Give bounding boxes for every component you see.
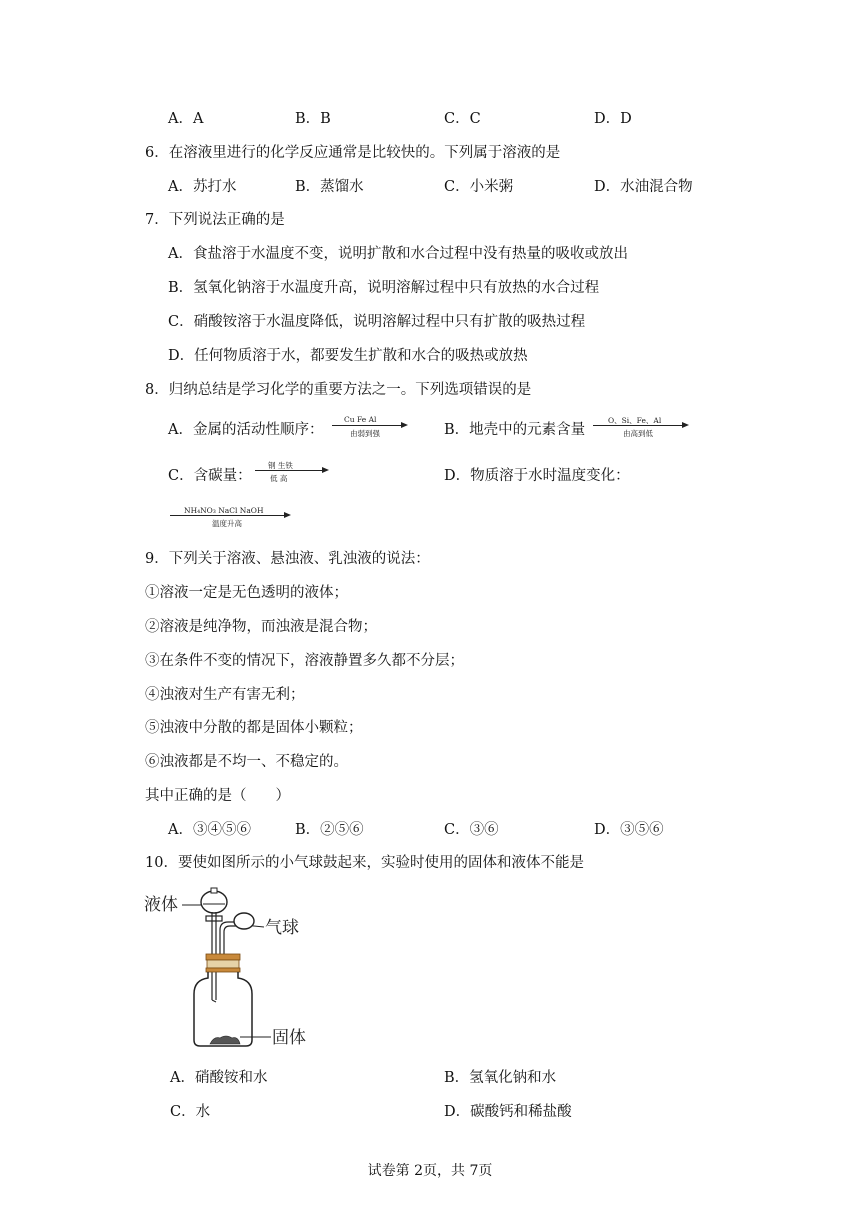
stopcock-icon: [206, 916, 222, 921]
q7-option-a: A．食盐溶于水温度不变，说明扩散和水合过程中没有热量的吸收或放出: [168, 246, 628, 262]
q8-c-arrow-top: 钢 生铁: [268, 461, 293, 470]
q6-stem: 6．在溶液里进行的化学反应通常是比较快的。下列属于溶液的是: [145, 145, 561, 161]
q9-stem: 9．下列关于溶液、悬浊液、乳浊液的说法：: [145, 551, 430, 567]
bottle-icon: [194, 972, 252, 1046]
q10-label-balloon: 气球: [265, 918, 299, 938]
q8-option-a-label: A．金属的活动性顺序：: [168, 422, 324, 438]
q9-option-a: A．③④⑤⑥: [168, 822, 251, 838]
q8-stem: 8．归纳总结是学习化学的重要方法之一。下列选项错误的是: [145, 382, 532, 398]
q8-a-arrow-bottom: 由弱到强: [350, 429, 380, 438]
q8-c-arrow-bottom: 低 高: [270, 474, 288, 483]
q10-option-a: A．硝酸铵和水: [170, 1070, 268, 1086]
q6-option-c: C．小米粥: [444, 179, 514, 195]
q10-label-liquid: 液体: [144, 895, 178, 915]
q8-d-arrow-bottom: 温度升高: [212, 519, 242, 528]
q7-option-c: C．硝酸铵溶于水温度降低，说明溶解过程中只有扩散的吸热过程: [168, 314, 586, 330]
q10-label-solid: 固体: [272, 1028, 306, 1048]
q6-option-d: D．水油混合物: [594, 179, 693, 195]
q7-option-d: D．任何物质溶于水，都要发生扩散和水合的吸热或放热: [168, 348, 528, 364]
q5-option-c: C．C: [444, 111, 481, 127]
q8-a-arrow-line: [332, 425, 402, 426]
q8-b-arrow-top: O、Si、Fe、Al: [608, 416, 662, 425]
q10-option-b: B．氢氧化钠和水: [444, 1070, 557, 1086]
q8-c-arrow-line: [255, 470, 323, 471]
solid-icon: [210, 1036, 240, 1044]
q7-stem: 7．下列说法正确的是: [145, 212, 285, 228]
page-footer: 试卷第 2页，共 7页: [367, 1163, 493, 1179]
arrow-head-icon: [322, 467, 329, 473]
q10-stem: 10．要使如图所示的小气球鼓起来，实验时使用的固体和液体不能是: [145, 855, 584, 871]
q10-option-d: D．碳酸钙和稀盐酸: [444, 1104, 572, 1120]
q8-a-arrow-top: Cu Fe Al: [344, 415, 377, 424]
q8-b-arrow-line: [593, 425, 683, 426]
q8-b-arrow-bottom: 由高到低: [623, 429, 653, 438]
q10-apparatus-figure: [140, 880, 330, 1055]
q9-item-1: ①溶液一定是无色透明的液体；: [145, 585, 348, 601]
arrow-head-icon: [682, 422, 689, 428]
q9-ask: 其中正确的是（ ）: [145, 788, 290, 804]
q7-option-b: B．氢氧化钠溶于水温度升高，说明溶解过程中只有放热的水合过程: [168, 280, 600, 296]
q9-item-2: ②溶液是纯净物，而浊液是混合物；: [145, 619, 377, 635]
q10-option-c: C．水: [170, 1104, 211, 1120]
q5-option-b: B．B: [295, 111, 331, 127]
q8-d-arrow-top: NH₄NO₃ NaCl NaOH: [184, 506, 264, 515]
q8-option-c-label: C．含碳量：: [168, 468, 252, 484]
q9-item-3: ③在条件不变的情况下，溶液静置多久都不分层；: [145, 653, 464, 669]
funnel-bulb: [201, 891, 227, 913]
q5-option-a: A．A: [168, 111, 204, 127]
q5-option-d: D．D: [594, 111, 632, 127]
arrow-head-icon: [401, 422, 408, 428]
arrow-head-icon: [284, 512, 291, 518]
q9-item-6: ⑥浊液都是不均一、不稳定的。: [145, 754, 348, 770]
stopper-icon: [206, 954, 240, 960]
q8-option-b-label: B．地壳中的元素含量: [444, 422, 586, 438]
q9-option-c: C．③⑥: [444, 822, 499, 838]
q6-option-b: B．蒸馏水: [295, 179, 364, 195]
q9-item-4: ④浊液对生产有害无利；: [145, 687, 305, 703]
q8-option-d-label: D．物质溶于水时温度变化：: [444, 468, 630, 484]
balloon-icon: [234, 913, 254, 929]
q9-option-d: D．③⑤⑥: [594, 822, 664, 838]
q9-option-b: B．②⑤⑥: [295, 822, 364, 838]
q8-d-arrow-line: [170, 515, 285, 516]
q6-option-a: A．苏打水: [168, 179, 237, 195]
q9-item-5: ⑤浊液中分散的都是固体小颗粒；: [145, 720, 363, 736]
